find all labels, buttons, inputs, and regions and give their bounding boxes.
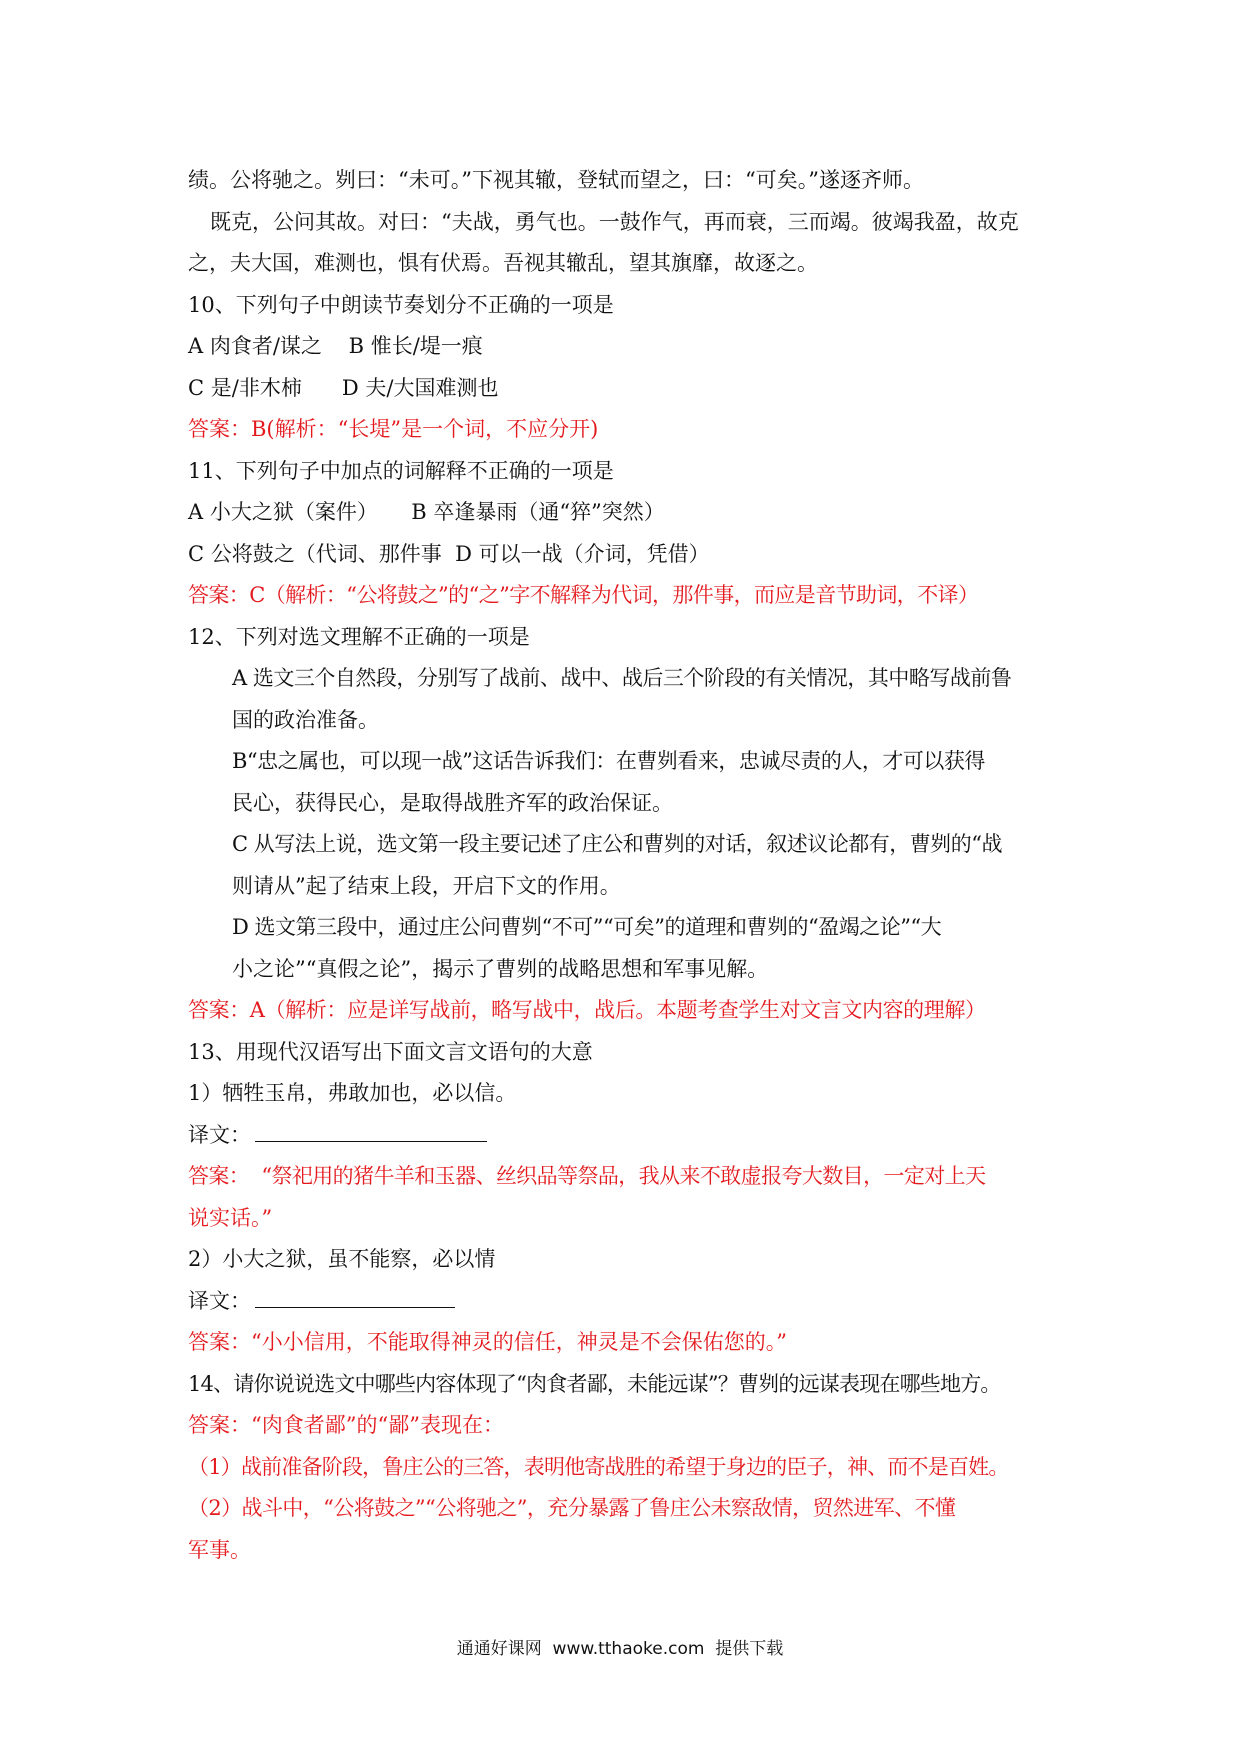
- answer-13-2: 答案：“小小信用，不能取得神灵的信任，神灵是不会保佑您的。”: [188, 1330, 787, 1354]
- option-line: D 选文第三段中，通过庄公问曹刿“不可”“可矣”的道理和曹刿的“盈竭之论”“大: [232, 915, 942, 939]
- question-11: 11、下列句子中加点的词解释不正确的一项是: [188, 458, 614, 483]
- answer-14-point-2: （2）战斗中，“公将鼓之”“公将驰之”，充分暴露了鲁庄公未察敌情，贸然进军、不懂: [188, 1496, 956, 1520]
- translation-label: 译文：: [188, 1122, 251, 1147]
- text-line: 之，夫大国，难测也，惧有伏焉。吾视其辙乱，望其旗靡，故逐之。: [188, 251, 818, 275]
- answer-14-point-1: （1）战前准备阶段，鲁庄公的三答，表明他寄战胜的希望于身边的臣子，神、而不是百姓。: [188, 1454, 1009, 1479]
- option-line: A 肉食者/谋之 B 惟长/堤一痕: [188, 334, 483, 358]
- option-line: 民心，获得民心，是取得战胜齐军的政治保证。: [232, 790, 673, 815]
- answer-11: 答案：C（解析：“公将鼓之”的“之”字不解释为代词，那件事，而应是音节助词，不译）: [188, 583, 979, 607]
- answer-14-cont: 军事。: [188, 1537, 251, 1562]
- option-line: C 是/非木柿 D 夫/大国难测也: [188, 375, 499, 400]
- translation-blank: [255, 1119, 487, 1142]
- translation-label: 译文：: [188, 1288, 251, 1313]
- option-line: 小之论”“真假之论”，揭示了曹刿的战略思想和军事见解。: [232, 956, 769, 981]
- option-line: C 公将鼓之（代词、那件事 D 可以一战（介词，凭借）: [188, 541, 710, 566]
- option-line: C 从写法上说，选文第一段主要记述了庄公和曹刿的对话，叙述议论都有，曹刿的“战: [232, 832, 1002, 856]
- answer-14: 答案：“肉食者鄙”的“鄙”表现在：: [188, 1413, 504, 1437]
- translation-line-1: [188, 1115, 1060, 1157]
- translation-blank: [255, 1285, 455, 1308]
- sentence-2: 2）小大之狱，虽不能察，必以情: [188, 1247, 496, 1271]
- option-line: A 小大之狱（案件） B 卒逢暴雨（通“猝”突然）: [188, 500, 665, 524]
- question-10: 10、下列句子中朗读节奏划分不正确的一项是: [188, 292, 614, 317]
- question-12: 12、下列对选文理解不正确的一项是: [188, 624, 530, 649]
- document-body: [188, 160, 1060, 1571]
- page-footer: 通通好课网 www.tthaoke.com 提供下载: [456, 1639, 784, 1659]
- translation-line-2: [188, 1281, 1060, 1323]
- answer-12: 答案：A（解析：应是详写战前，略写战中，战后。本题考查学生对文言文内容的理解）: [188, 998, 986, 1022]
- option-line: A 选文三个自然段，分别写了战前、战中、战后三个阶段的有关情况，其中略写战前鲁: [232, 666, 1012, 690]
- sentence-1: 1）牺牲玉帛，弗敢加也，必以信。: [188, 1081, 517, 1105]
- answer-13-1-cont: 说实话。”: [188, 1205, 273, 1230]
- answer-10: 答案：B(解析：“长堤”是一个词，不应分开): [188, 417, 599, 441]
- question-13: 13、用现代汉语写出下面文言文语句的大意: [188, 1039, 593, 1064]
- option-line: 则请从”起了结束上段，开启下文的作用。: [232, 873, 621, 898]
- option-line: 国的政治准备。: [232, 707, 379, 732]
- answer-13-1: 答案： “祭祀用的猪牛羊和玉器、丝织品等祭品，我从来不敢虚报夸大数目，一定对上天: [188, 1164, 986, 1188]
- question-14: 14、请你说说选文中哪些内容体现了“肉食者鄙，未能远谋”？曹刿的远谋表现在哪些地方。: [188, 1371, 1001, 1396]
- text-line: 绩。公将驰之。刿曰：“未可。”下视其辙，登轼而望之，曰：“可矣。”遂逐齐师。: [188, 168, 924, 192]
- option-line: B“忠之属也，可以现一战”这话告诉我们：在曹刿看来，忠诚尽责的人，才可以获得: [232, 749, 985, 773]
- text-line: 既克，公问其故。对曰：“夫战，勇气也。一鼓作气，再而衰，三而竭。彼竭我盈，故克: [210, 209, 1019, 234]
